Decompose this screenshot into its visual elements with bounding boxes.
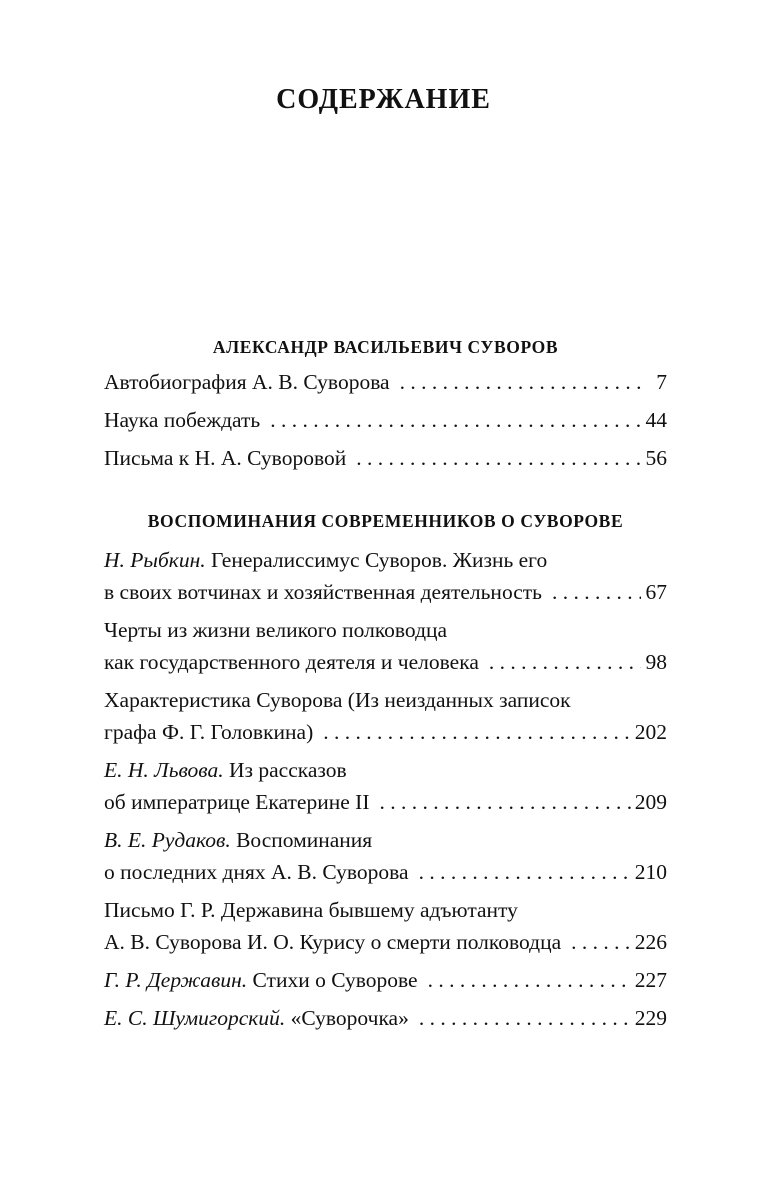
toc-entry[interactable] (104, 544, 667, 608)
dot-leader (571, 926, 631, 958)
entry-title-line2: А. В. Суворова И. О. Курису о смерти полководца (104, 930, 562, 954)
dot-leader (270, 404, 641, 436)
dot-leader (428, 964, 631, 996)
dot-leader (419, 856, 631, 888)
page-number: 56 (645, 446, 667, 470)
entry-title-line1: Черты из жизни великого полководца (104, 618, 448, 642)
entry-author: В. Е. Рудаков. (104, 828, 231, 852)
toc-entry[interactable] (104, 1002, 667, 1034)
entry-title-line1: Воспоминания (236, 828, 373, 852)
entry-author: Г. Р. Державин. (104, 968, 248, 992)
page-title: СОДЕРЖАНИЕ (276, 84, 491, 115)
entry-title-line2: как государственного деятеля и человека (104, 650, 479, 674)
entry-title-line1: Генералиссимус Суворов. Жизнь его (211, 548, 548, 572)
page-number: 227 (634, 968, 667, 992)
toc-entry[interactable] (104, 366, 667, 398)
section-heading: АЛЕКСАНДР ВАСИЛЬЕВИЧ СУВОРОВ (212, 337, 559, 357)
toc-entry[interactable] (104, 684, 667, 748)
page-number: 44 (645, 408, 667, 432)
dot-leader (552, 576, 641, 608)
entry-title: Наука побеждать (104, 408, 261, 432)
entry-author: Н. Рыбкин. (104, 548, 206, 572)
toc-entry[interactable] (104, 442, 667, 474)
entry-title-line1: Из рассказов (229, 758, 347, 782)
entry-title: Стихи о Суворове (252, 968, 418, 992)
toc-entry[interactable] (104, 824, 667, 888)
dot-leader (489, 646, 641, 678)
dot-leader (323, 716, 631, 748)
toc-entry[interactable] (104, 964, 667, 996)
page-number: 7 (656, 370, 667, 394)
entry-title-line2: об императрице Екатерине II (104, 790, 370, 814)
entry-title: Автобиография А. В. Суворова (104, 370, 390, 394)
toc-entry[interactable] (104, 614, 667, 678)
page-number: 209 (634, 790, 667, 814)
entry-title-line2: графа Ф. Г. Головкина) (104, 720, 314, 744)
dot-leader (356, 442, 641, 474)
dot-leader (400, 366, 641, 398)
entry-title-line2: о последних днях А. В. Суворова (104, 860, 409, 884)
page-number: 98 (645, 650, 667, 674)
entry-author: Е. Н. Львова. (104, 758, 224, 782)
entry-title-line2: в своих вотчинах и хозяйственная деятельность (104, 580, 542, 604)
section-heading: ВОСПОМИНАНИЯ СОВРЕМЕННИКОВ О СУВОРОВЕ (147, 511, 624, 531)
page-number: 67 (645, 580, 667, 604)
toc-entry[interactable] (104, 404, 667, 436)
entry-title-line1: Письмо Г. Р. Державина бывшему адъютанту (104, 898, 518, 922)
entry-title-line1: Характеристика Суворова (Из неизданных записок (104, 688, 571, 712)
page-number: 229 (634, 1006, 667, 1030)
toc-entry[interactable] (104, 894, 667, 958)
entry-title: Письма к Н. А. Суворовой (104, 446, 347, 470)
entry-title: «Суворочка» (290, 1006, 409, 1030)
dot-leader (419, 1002, 631, 1034)
table-of-contents (104, 336, 667, 1034)
dot-leader (379, 786, 630, 818)
toc-entry[interactable] (104, 754, 667, 818)
page-number: 202 (634, 720, 667, 744)
page-number: 210 (634, 860, 667, 884)
page-number: 226 (634, 930, 667, 954)
entry-author: Е. С. Шумигорский. (104, 1006, 286, 1030)
